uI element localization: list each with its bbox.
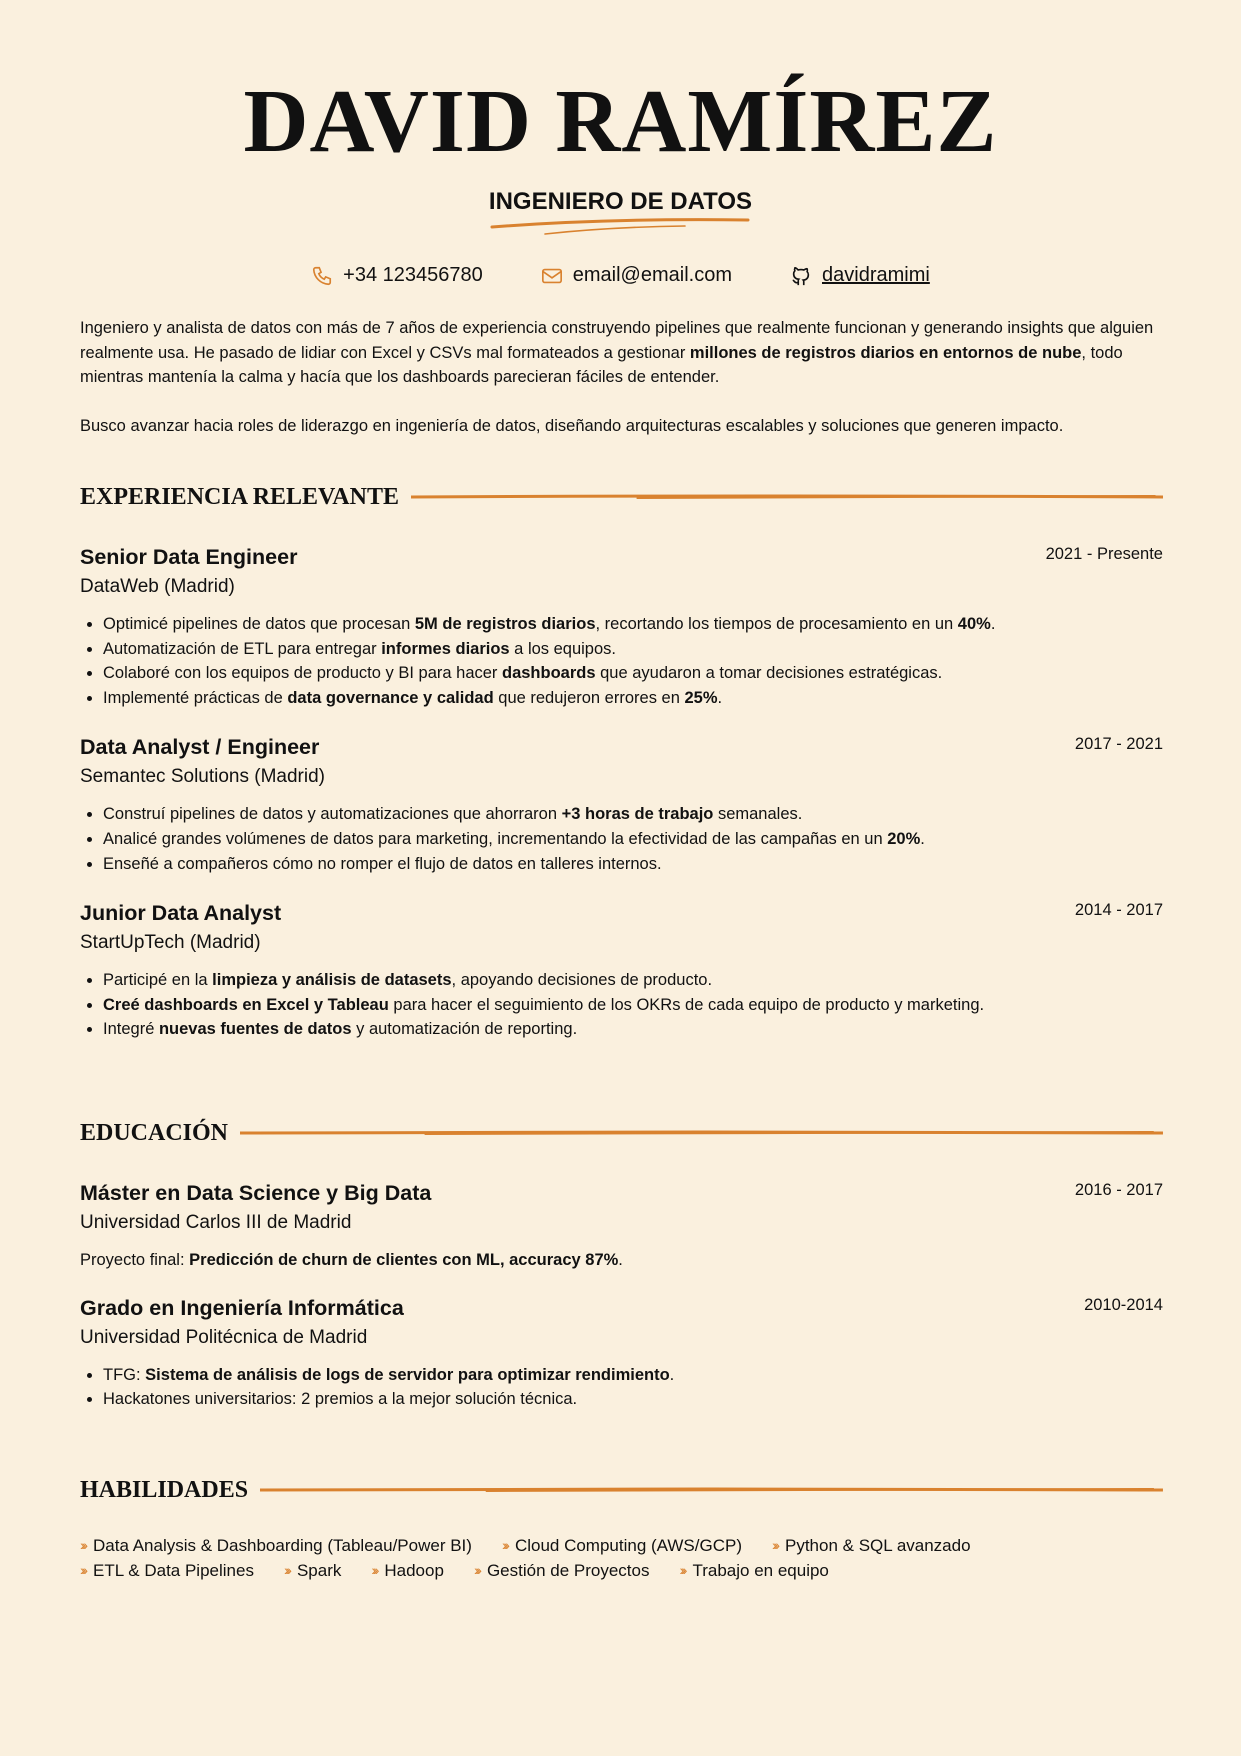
summary-goal: Busco avanzar hacia roles de liderazgo en ingeniería de datos, diseñando arquitecturas escalables y soluciones que generen impacto. [80, 417, 1064, 436]
bullet-list [80, 802, 1163, 876]
skill-label: Gestión de Proyectos [486, 1561, 650, 1580]
list-item [103, 852, 1163, 877]
email-address: email@email.com [572, 264, 732, 286]
note-highlight: Predicción de churn de clientes con ML, accuracy 87% [189, 1251, 619, 1269]
skill-item [80, 1558, 254, 1583]
bullet-highlight: dashboards [502, 664, 596, 683]
bullet-highlight: 20% [887, 829, 921, 848]
entry-organization: StartUpTech (Madrid) [80, 932, 261, 954]
summary-text: , todo mientras mantenía la calma y hacía que los dashboards parecieran fáciles de entender. [80, 343, 1123, 387]
bullet-text: Analicé grandes volúmenes de datos para marketing, incrementando la efectividad de las campañas en un [103, 829, 888, 848]
section-header [80, 482, 1163, 512]
chevrons-icon: ››› [80, 1537, 85, 1553]
list-item [103, 1363, 1163, 1388]
entry-date: 2016 - 2017 [1074, 1181, 1163, 1199]
bullet-highlight: 40% [957, 615, 991, 633]
bullet-highlight: Creé dashboards en Excel y Tableau [103, 995, 389, 1014]
section-header [80, 1475, 1163, 1505]
list-item [103, 661, 1163, 686]
section-title: EXPERIENCIA RELEVANTE [80, 483, 399, 510]
entry [80, 732, 1163, 876]
bullet-highlight: 5M de registros diarios [414, 615, 596, 633]
summary-text: Ingeniero y analista de datos con más de 7 años de experiencia construyendo pipelines que realmente funcionan y generando insights que alguien realmente usa. He pasado de lidiar con Excel y CSVs mal formateados a gestionar [80, 319, 1154, 362]
chevrons-icon: ››› [772, 1537, 777, 1553]
bullet-text: Participé en la [103, 971, 213, 990]
summary-highlight: millones de registros diarios en entornos de nube [689, 343, 1082, 362]
bullet-text: TFG: [103, 1365, 146, 1384]
bullet-text: Optimicé pipelines de datos que procesan [103, 615, 415, 633]
entry-title: Data Analyst / Engineer [80, 735, 320, 760]
entry-organization: Semantec Solutions (Madrid) [80, 766, 325, 788]
bullet-highlight: +3 horas de trabajo [561, 805, 714, 824]
chevrons-icon: ››› [371, 1562, 377, 1578]
bullet-highlight: nuevas fuentes de datos [158, 1020, 352, 1039]
entry-date: 2021 - Presente [1045, 545, 1163, 563]
job-title: INGENIERO DE DATOS [488, 188, 753, 215]
phone-number: +34 123456780 [343, 264, 483, 286]
bullet-text: . [717, 688, 723, 707]
bullet-text: Construí pipelines de datos y automatizaciones que ahorraron [103, 805, 562, 824]
bullet-highlight: Sistema de análisis de logs de servidor para optimizar rendimiento [145, 1365, 670, 1384]
section-header [80, 1118, 1163, 1148]
profile-summary [80, 316, 1163, 464]
bullet-text: y automatización de reporting. [351, 1020, 578, 1039]
github-link[interactable]: davidramimi [822, 264, 930, 286]
contact-bar [0, 264, 1241, 287]
bullet-text: para hacer el seguimiento de los OKRs de cada equipo de producto y marketing. [388, 995, 985, 1014]
bullet-text: . [990, 615, 996, 633]
entry-date: 2017 - 2021 [1074, 735, 1163, 754]
section-title: EDUCACIÓN [80, 1119, 229, 1146]
bullet-text: semanales. [713, 805, 803, 824]
entry-note [80, 1248, 1163, 1273]
skill-label: Cloud Computing (AWS/GCP) [514, 1536, 742, 1555]
entry-organization: Universidad Politécnica de Madrid [80, 1326, 368, 1348]
bullet-text: Enseñé a compañeros cómo no romper el flujo de datos en talleres internos. [103, 854, 662, 873]
contact-email[interactable] [541, 264, 732, 287]
chevrons-icon: ››› [80, 1562, 85, 1578]
chevrons-icon: ››› [679, 1562, 685, 1578]
entry-title: Grado en Ingeniería Informática [80, 1295, 404, 1320]
brush-stroke-divider [411, 491, 1163, 503]
bullet-highlight: 25% [684, 688, 718, 707]
brush-stroke-divider [240, 1127, 1163, 1139]
bullet-list [80, 968, 1163, 1042]
candidate-name: DAVID RAMÍREZ [243, 72, 998, 171]
entry-title: Senior Data Engineer [80, 545, 298, 569]
skill-item [502, 1533, 742, 1558]
bullet-text: Automatización de ETL para entregar [103, 639, 382, 658]
chevrons-icon: ››› [283, 1562, 289, 1578]
list-item [103, 968, 1163, 993]
bullet-highlight: limpieza y análisis de datasets [212, 971, 452, 990]
entry [80, 1293, 1163, 1412]
skill-label: Python & SQL avanzado [785, 1536, 971, 1555]
entry-organization: Universidad Carlos III de Madrid [80, 1212, 352, 1233]
summary-paragraph [80, 316, 1163, 390]
entry-title: Máster en Data Science y Big Data [80, 1181, 432, 1205]
skill-item [772, 1533, 971, 1558]
skill-item [474, 1558, 650, 1583]
section-title: HABILIDADES [80, 1476, 249, 1503]
skill-label: Hadoop [384, 1561, 444, 1580]
github-icon [790, 265, 812, 287]
bullet-text: que ayudaron a tomar decisiones estratégicas. [595, 664, 943, 683]
skill-label: ETL & Data Pipelines [93, 1561, 254, 1580]
list-item [103, 686, 1163, 711]
entry [80, 542, 1163, 710]
bullet-list [80, 612, 1163, 710]
bullet-text: Integré [103, 1020, 159, 1039]
chevrons-icon: ››› [501, 1537, 507, 1553]
list-item [103, 1017, 1163, 1042]
bullet-text: , recortando los tiempos de procesamiento en un [595, 615, 958, 633]
list-item [103, 612, 1163, 637]
bullet-text: Implementé prácticas de [103, 688, 288, 707]
bullet-highlight: data governance y calidad [287, 688, 494, 707]
skill-item [80, 1533, 472, 1558]
skill-item [679, 1558, 828, 1583]
phone-icon [311, 265, 333, 287]
note-label: Proyecto final: [80, 1251, 190, 1269]
bullet-list [80, 1363, 1163, 1412]
bullet-text: que redujeron errores en [493, 688, 685, 707]
skill-label: Data Analysis & Dashboarding (Tableau/Power BI) [93, 1536, 472, 1555]
skills-list [80, 1533, 1040, 1583]
mail-icon [541, 265, 563, 287]
skill-label: Spark [296, 1561, 342, 1580]
entry [80, 898, 1163, 1042]
contact-github[interactable] [790, 264, 930, 287]
entry-organization: DataWeb (Madrid) [80, 576, 235, 597]
brush-stroke-divider [260, 1484, 1163, 1496]
note-text: . [618, 1251, 623, 1269]
list-item [103, 802, 1163, 827]
skills-section [80, 1475, 1163, 1583]
bullet-text: a los equipos. [509, 639, 616, 658]
chevrons-icon: ››› [473, 1562, 479, 1578]
contact-phone[interactable] [311, 264, 483, 287]
skill-item [371, 1558, 444, 1583]
entry-date: 2010-2014 [1084, 1295, 1163, 1314]
entry-title: Junior Data Analyst [80, 901, 282, 926]
list-item [103, 827, 1163, 852]
bullet-text: , apoyando decisiones de producto. [451, 971, 713, 990]
experience-section [80, 482, 1163, 1042]
education-section [80, 1118, 1163, 1412]
entry-date: 2014 - 2017 [1074, 901, 1163, 920]
list-item [103, 637, 1163, 662]
bullet-text: . [669, 1365, 675, 1384]
entry [80, 1178, 1163, 1273]
title-underline-stroke [490, 215, 750, 237]
bullet-highlight: informes diarios [381, 639, 510, 658]
skill-label: Trabajo en equipo [692, 1561, 829, 1580]
bullet-text: . [920, 829, 925, 848]
list-item [103, 1387, 1163, 1412]
bullet-text: Hackatones universitarios: 2 premios a la mejor solución técnica. [103, 1390, 578, 1409]
skill-item [284, 1558, 341, 1583]
list-item [103, 993, 1163, 1018]
bullet-text: Colaboré con los equipos de producto y BI para hacer [103, 664, 502, 683]
